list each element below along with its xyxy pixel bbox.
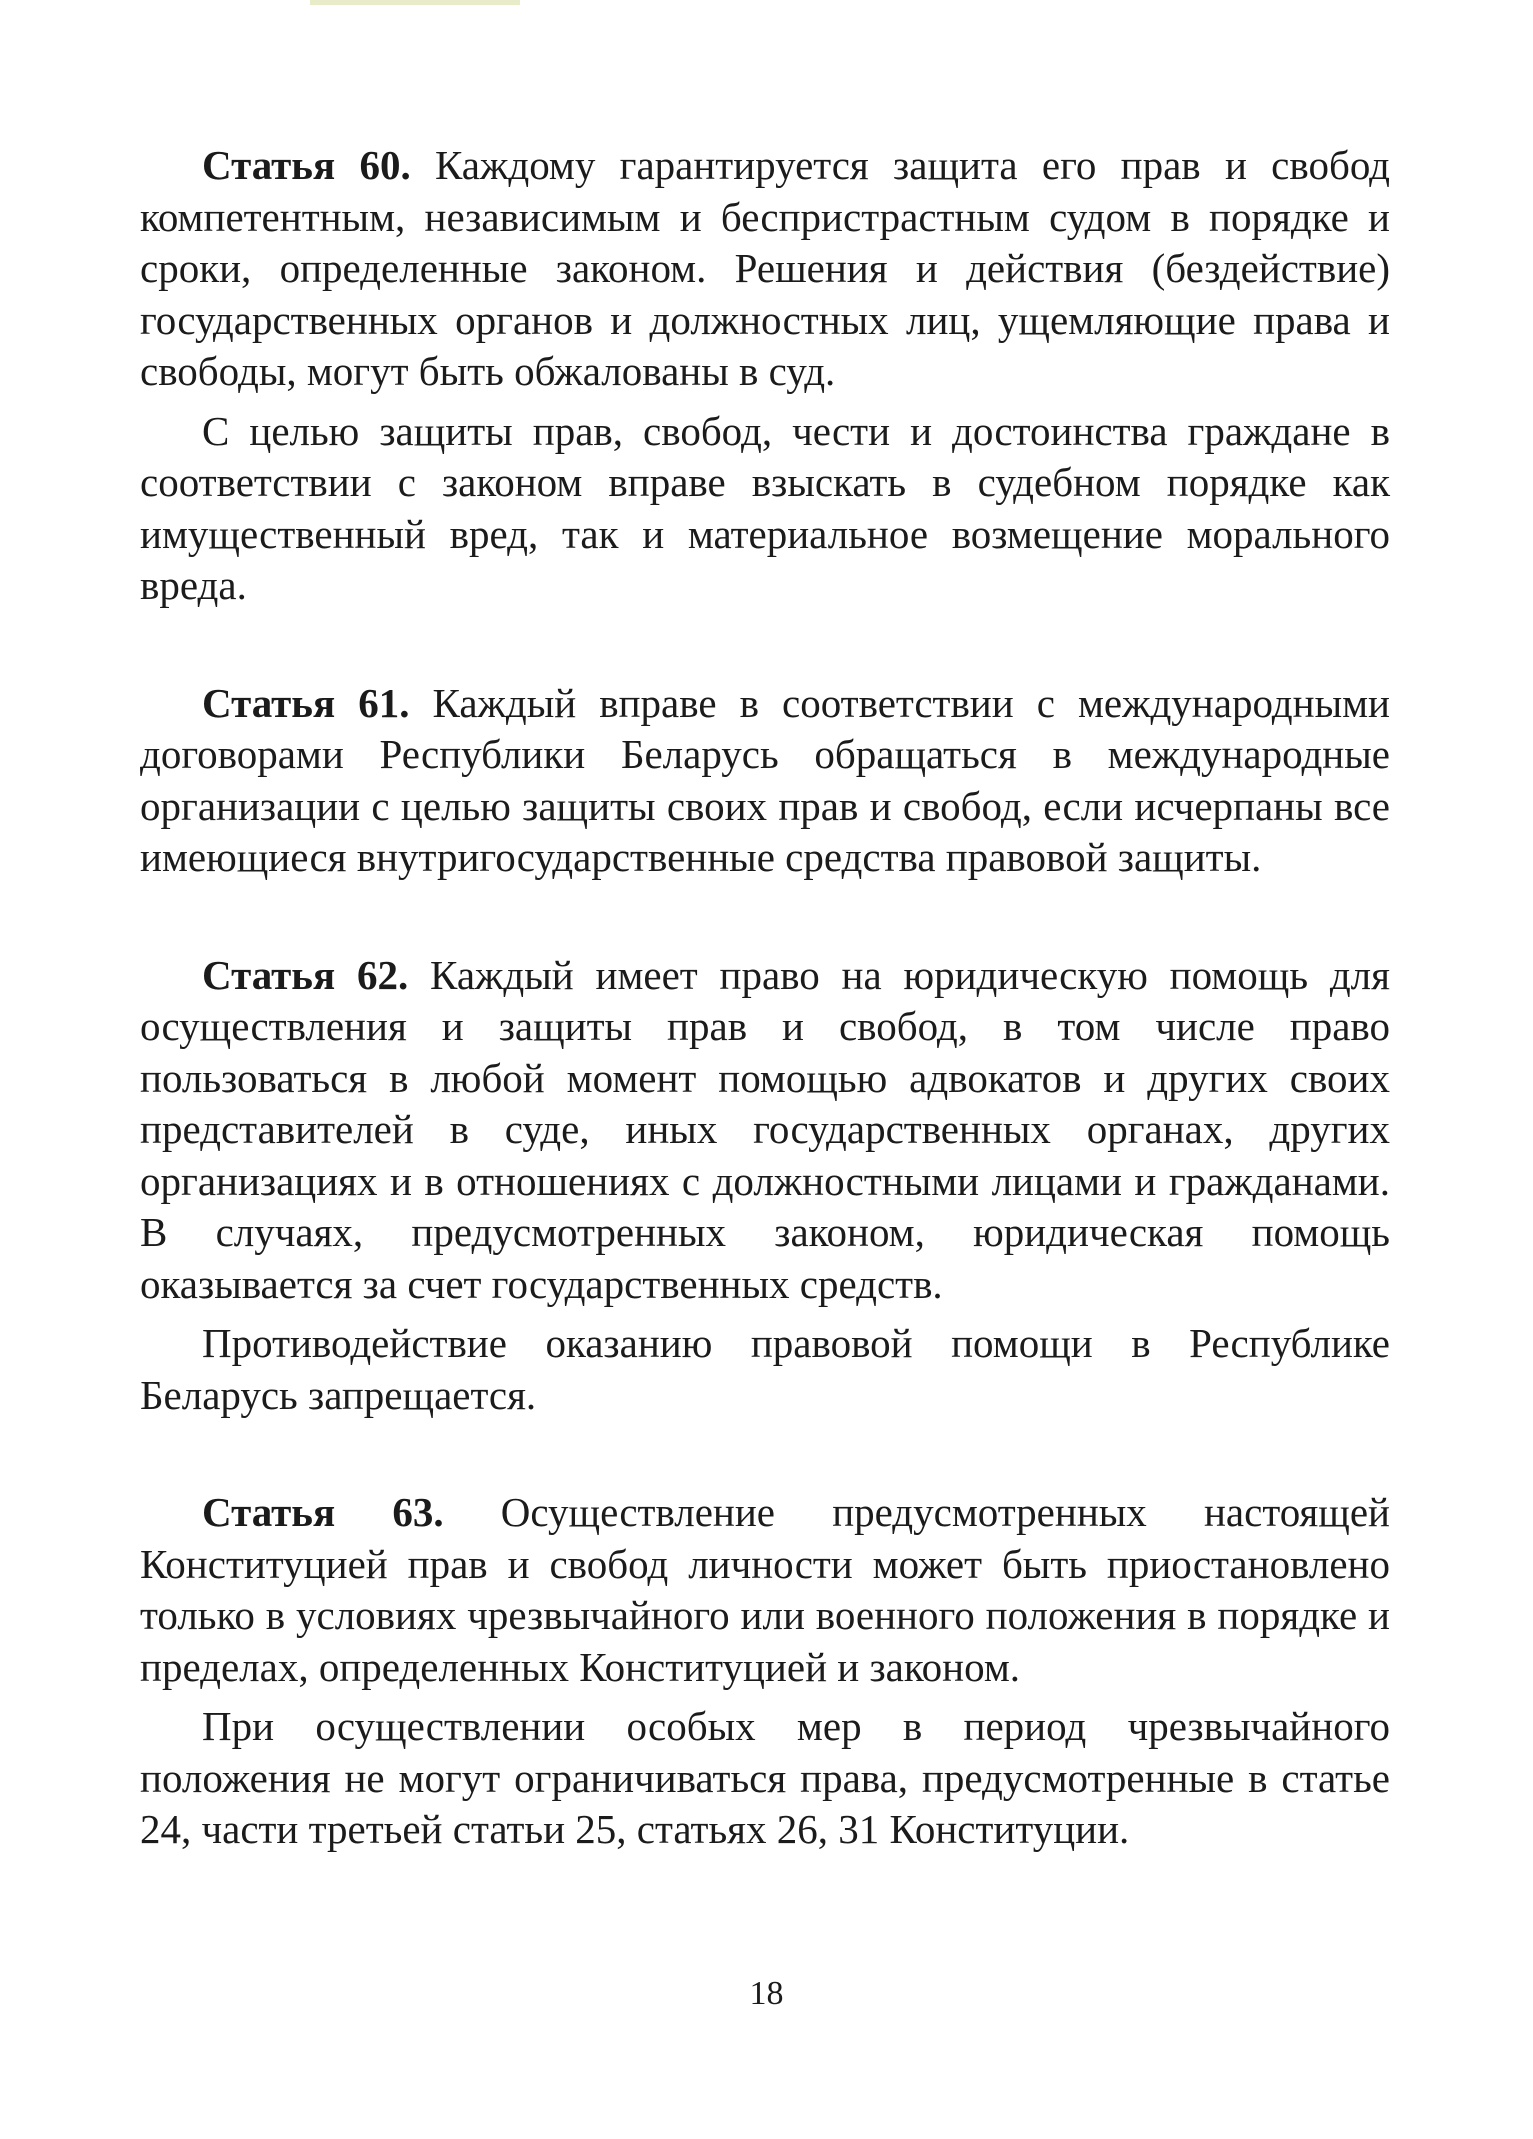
article-63-label: Статья 63. — [202, 1489, 444, 1535]
article-63-text-1: Осуществление предусмотренных настоящей Конституцией прав и свобод личности может быть приостановлено только в условиях чрезвычайного или военного положения в порядке и пределах, определенных Конституцией и законом. — [140, 1489, 1390, 1690]
article-60-paragraph-1 — [140, 140, 1390, 398]
article-62-paragraph-2: Противодействие оказанию правовой помощи в Республике Беларусь запрещается. — [140, 1320, 1390, 1418]
article-60-paragraph-2: С целью защиты прав, свобод, чести и достоинства граждане в соответствии с законом вправе взыскать в судебном порядке как имущественный вред, так и материальное возмещение морального вреда. — [140, 407, 1390, 608]
article-60-text-1: Каждому гарантируется защита его прав и свобод компетентным, независимым и беспристрастным судом в порядке и сроки, определенные законом. Решения и действия (бездействие) государственных органов и должностных лиц, ущемляющие права и свободы, могут быть обжалованы в суд. — [140, 142, 1390, 394]
article-60 — [140, 140, 1390, 612]
article-61-text-1: Каждый вправе в соответствии с международными договорами Республики Беларусь обращаться в международные организации с целью защиты своих прав и свобод, если исчерпаны все имеющиеся внутригосударственные средства правовой защиты. — [140, 679, 1391, 880]
article-62-paragraph-1 — [140, 950, 1390, 1311]
article-61-label: Статья 61. — [202, 679, 410, 726]
article-63 — [140, 1487, 1390, 1856]
article-63-paragraph-2: При осуществлении особых мер в период чрезвычайного положения не могут ограничиваться права, предусмотренные в статье 24, части третьей статьи 25, статьях 26, 31 Конституции. — [140, 1703, 1390, 1852]
top-edge-mark — [310, 0, 520, 5]
article-61 — [140, 678, 1390, 884]
page-number: 18 — [749, 1975, 784, 2012]
article-62 — [140, 950, 1390, 1422]
article-63-paragraph-1 — [140, 1487, 1390, 1693]
article-62-text-1: Каждый имеет право на юридическую помощь для осуществления и защиты прав и свобод, в том числе право пользоваться в любой момент помощью адвокатов и других своих представителей в суде, иных государственных органах, других организациях и в отношениях с должностными лицами и гражданами. В случаях, предусмотренных законом, юридическая помощь оказывается за счет государственных средств. — [140, 951, 1391, 1307]
article-61-paragraph-1 — [140, 678, 1390, 884]
article-62-label: Статья 62. — [202, 951, 409, 998]
document-page — [140, 140, 1390, 1856]
article-60-label: Статья 60. — [202, 142, 411, 188]
